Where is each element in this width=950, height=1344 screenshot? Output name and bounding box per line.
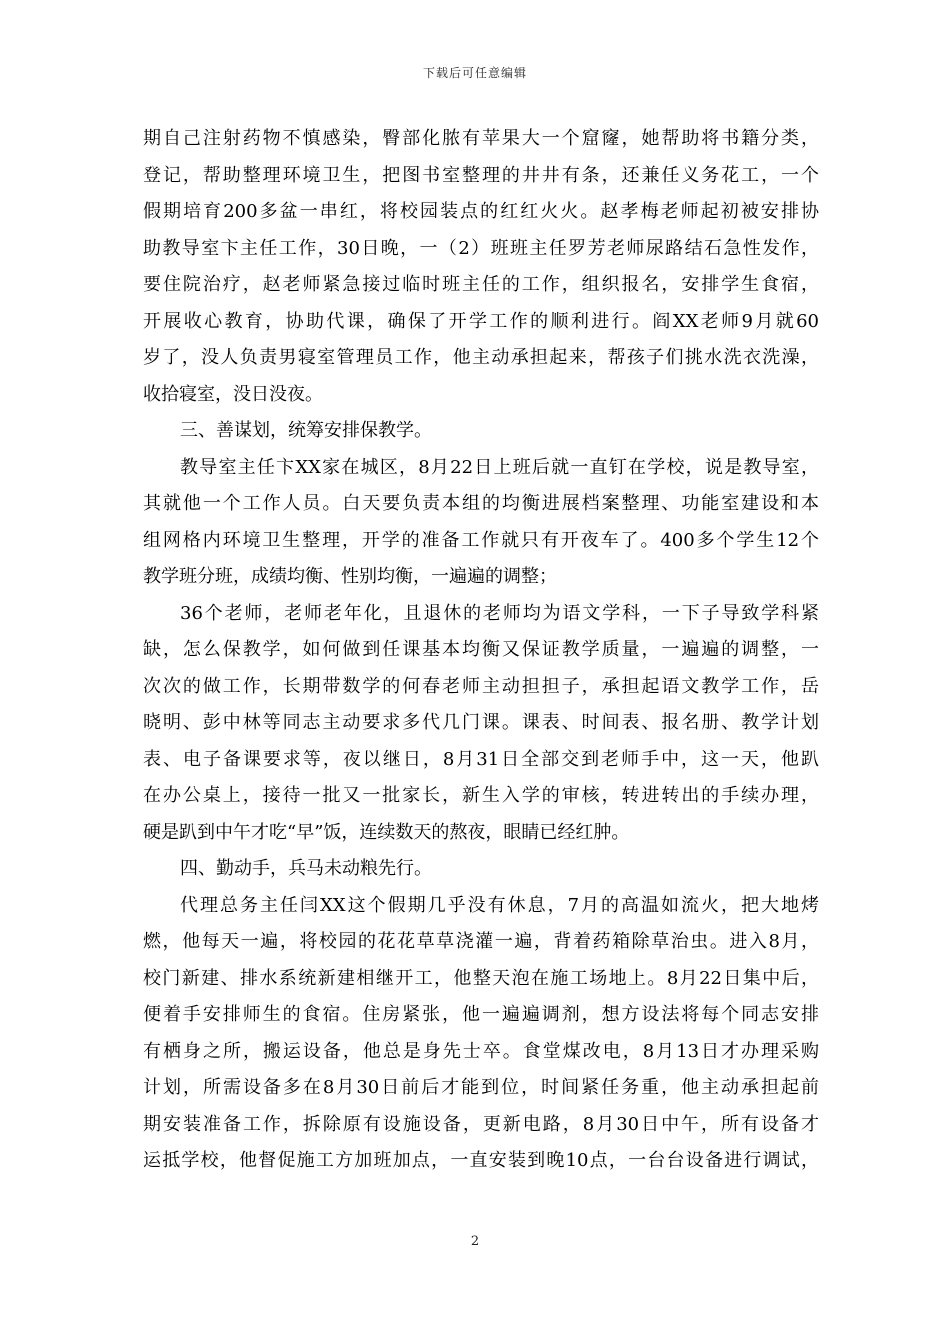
- text-line: 在办公桌上，接待一批又一批家长，新生入学的审核，转进转出的手续办理，: [143, 785, 819, 806]
- page-number: 2: [470, 1234, 480, 1249]
- text-line: 36个老师，老师老年化，且退休的老师均为语文学科，一下子导致学科紧: [180, 602, 819, 624]
- text-line: 期自己注射药物不慎感染，臀部化脓有苹果大一个窟窿，她帮助将书籍分类，: [143, 128, 819, 149]
- text-line: 次次的做工作，长期带数学的何春老师主动担担子，承担起语文教学工作，岳: [143, 675, 819, 697]
- text-line: 燃，他每天一遍，将校园的花花草草浇灌一遍，背着药箱除草治虫。进入8月，: [143, 931, 819, 952]
- text-line: 教学班分班，成绩均衡、性别均衡，一遍遍的调整；: [143, 566, 557, 587]
- text-line: 四、勤动手，兵马未动粮先行。: [180, 858, 432, 879]
- text-line: 硬是趴到中午才吃“早”饭，连续数天的熬夜，眼睛已经红肿。: [143, 821, 630, 843]
- text-line: 开展收心教育，协助代课，确保了开学工作的顺利进行。阎XX老师9月就60: [143, 310, 819, 332]
- text-line: 缺，怎么保教学，如何做到任课基本均衡又保证教学质量，一遍遍的调整，一: [143, 639, 819, 660]
- text-line: 助教导室卞主任工作，30日晚，一（2）班班主任罗芳老师尿路结石急性发作，: [143, 237, 819, 259]
- text-line: 收拾寝室，没日没夜。: [143, 383, 323, 405]
- text-line: 校门新建、排水系统新建相继开工，他整天泡在施工场地上。8月22日集中后，: [143, 967, 819, 989]
- text-line: 其就他一个工作人员。白天要负责本组的均衡进展档案整理、功能室建设和本: [143, 493, 819, 514]
- text-line: 运抵学校，他督促施工方加班加点，一直安装到晚10点，一台台设备进行调试，: [143, 1150, 819, 1171]
- text-line: 登记，帮助整理环境卫生，把图书室整理的井井有条，还兼任义务花工，一个: [143, 164, 819, 186]
- text-line: 有栖身之所，搬运设备，他总是身先士卒。食堂煤改电，8月13日才办理采购: [143, 1040, 819, 1062]
- text-line: 假期培育200多盆一串红，将校园装点的红红火火。赵孝梅老师起初被安排协: [143, 201, 819, 222]
- text-line: 要住院治疗，赵老师紧急接过临时班主任的工作，组织报名，安排学生食宿，: [143, 274, 819, 295]
- text-line: 三、善谋划，统筹安排保教学。: [180, 420, 432, 441]
- text-line: 组网格内环境卫生整理，开学的准备工作就只有开夜车了。400多个学生12个: [143, 529, 819, 551]
- text-line: 教导室主任卞XX家在城区，8月22日上班后就一直钉在学校，说是教导室，: [180, 456, 819, 478]
- text-line: 表、电子备课要求等，夜以继日，8月31日全部交到老师手中，这一天，他趴: [143, 748, 819, 770]
- document-body: [143, 121, 819, 1180]
- text-line: 岁了，没人负责男寝室管理员工作，他主动承担起来，帮孩子们挑水洗衣洗澡，: [143, 347, 819, 368]
- page-header: 下载后可任意编辑: [422, 66, 527, 80]
- text-line: 代理总务主任闫XX这个假期几乎没有休息，7月的高温如流火，把大地烤: [180, 894, 819, 916]
- text-line: 期安装准备工作，拆除原有设施设备，更新电路，8月30日中午，所有设备才: [143, 1113, 819, 1135]
- text-line: 晓明、彭中林等同志主动要求多代几门课。课表、时间表、报名册、教学计划: [143, 712, 819, 733]
- text-line: 便着手安排师生的食宿。住房紧张，他一遍遍调剂，想方设法将每个同志安排: [143, 1004, 819, 1025]
- text-line: 计划，所需设备多在8月30日前后才能到位，时间紧任务重，他主动承担起前: [143, 1077, 819, 1098]
